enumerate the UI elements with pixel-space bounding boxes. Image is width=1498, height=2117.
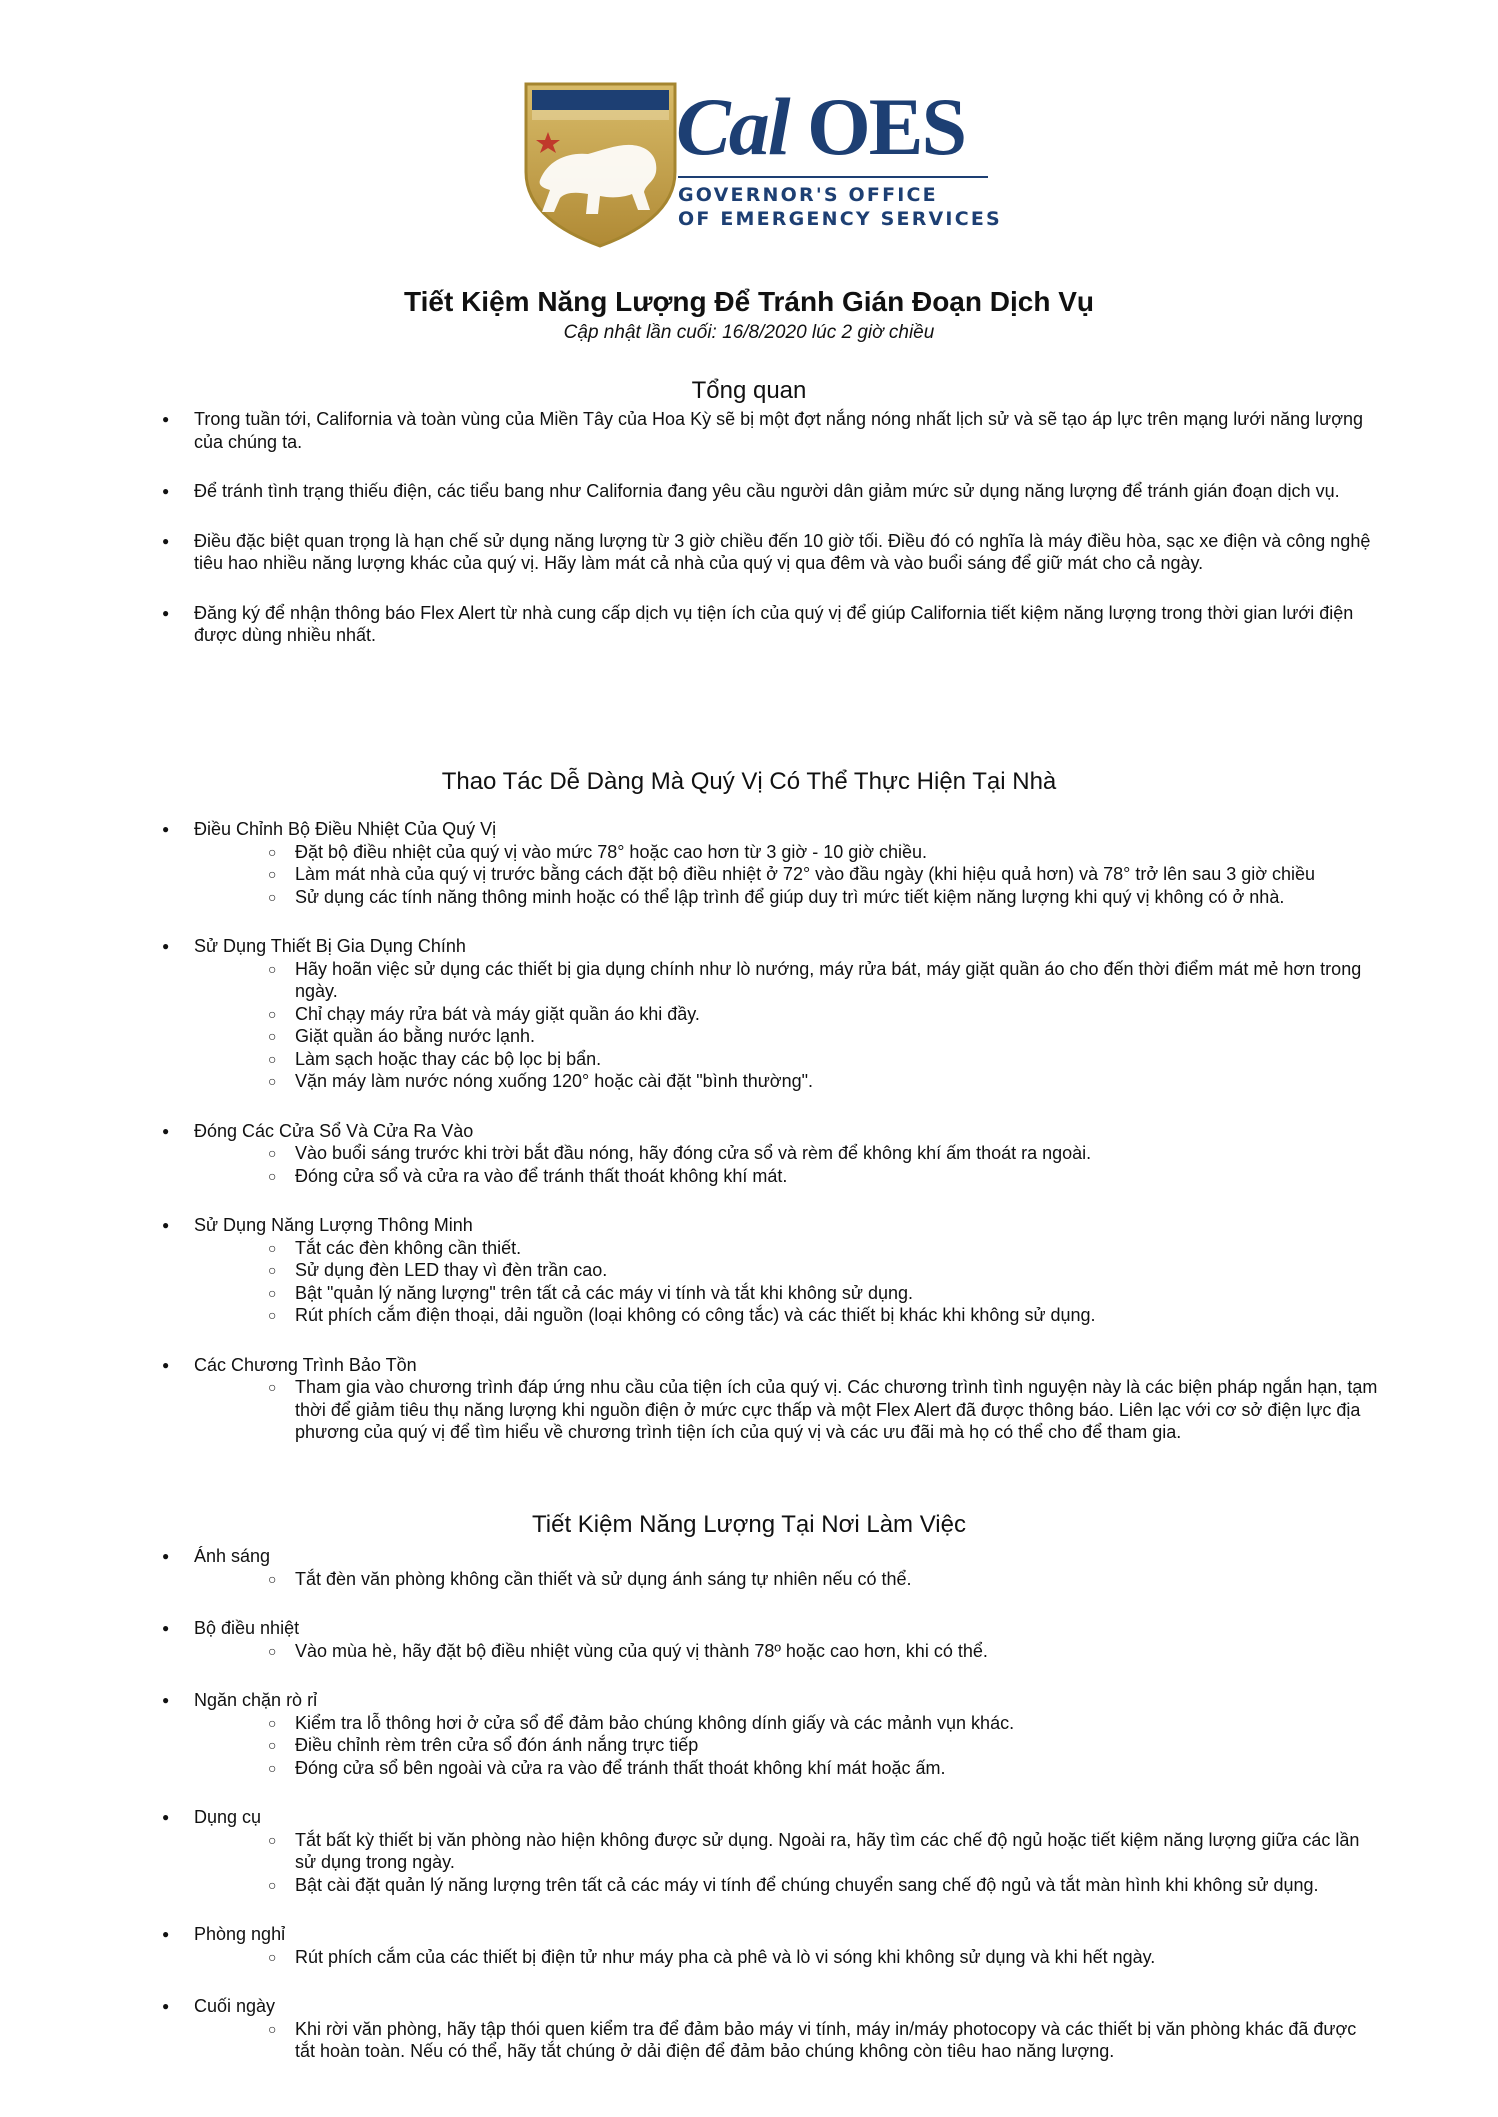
group-label: Phòng nghỉ xyxy=(194,1924,286,1944)
sub-list-item: ○ Tắt đèn văn phòng không cần thiết và sử dụng ánh sáng tự nhiên nếu có thể. xyxy=(194,1568,1380,1591)
overview-list xyxy=(150,408,1380,647)
sub-list-item: ○ Sử dụng các tính năng thông minh hoặc có thể lập trình để giúp duy trì mức tiết kiệm năng lượng khi quý vị không có ở nhà. xyxy=(194,886,1380,909)
sub-list-item: ○ Sử dụng đèn LED thay vì đèn trần cao. xyxy=(194,1259,1380,1282)
group-label: Bộ điều nhiệt xyxy=(194,1618,300,1638)
list-item: ● Để tránh tình trạng thiếu điện, các tiểu bang như California đang yêu cầu người dân giảm mức sử dụng năng lượng để tránh gián đoạn dịch vụ. xyxy=(150,480,1380,503)
sub-list xyxy=(194,841,1380,909)
work-heading: Tiết Kiệm Năng Lượng Tại Nơi Làm Việc xyxy=(532,1511,966,1538)
sub-list-item: ○ Vào mùa hè, hãy đặt bộ điều nhiệt vùng của quý vị thành 78º hoặc cao hơn, khi có thể. xyxy=(194,1640,1380,1663)
list-item xyxy=(150,1806,1380,1896)
sub-list xyxy=(194,958,1380,1093)
list-item xyxy=(150,1545,1380,1590)
group-label: Ánh sáng xyxy=(194,1546,271,1566)
list-item xyxy=(150,935,1380,1093)
sub-list xyxy=(194,1237,1380,1327)
brand-name xyxy=(676,81,966,172)
list-item xyxy=(150,1995,1380,2063)
group-label: Sử Dụng Thiết Bị Gia Dụng Chính xyxy=(194,936,466,956)
work-list xyxy=(150,1545,1380,2063)
brand-divider xyxy=(678,176,988,178)
sub-list-item: ○ Chỉ chạy máy rửa bát và máy giặt quần áo khi đầy. xyxy=(194,1003,1380,1026)
sub-list-item: ○ Hãy hoãn việc sử dụng các thiết bị gia dụng chính như lò nướng, máy rửa bát, máy giặt quần áo cho đến thời điểm mát mẻ hơn trong ngày. xyxy=(194,958,1380,1003)
sub-list-item: ○ Đóng cửa sổ bên ngoài và cửa ra vào để tránh thất thoát không khí mát hoặc ấm. xyxy=(194,1757,1380,1780)
brand-line-2: OF EMERGENCY SERVICES xyxy=(678,208,1002,230)
sub-list-item: ○ Bật cài đặt quản lý năng lượng trên tất cả các máy vi tính để chúng chuyển sang chế độ ngủ và tắt màn hình khi không sử dụng. xyxy=(194,1874,1380,1897)
group-label: Sử Dụng Năng Lượng Thông Minh xyxy=(194,1215,473,1235)
sub-list-item: ○ Bật "quản lý năng lượng" trên tất cả các máy vi tính và tắt khi không sử dụng. xyxy=(194,1282,1380,1305)
sub-list xyxy=(194,1829,1380,1897)
list-item: ● Đăng ký để nhận thông báo Flex Alert từ nhà cung cấp dịch vụ tiện ích của quý vị để giúp California tiết kiệm năng lượng trong thời gian lưới điện được dùng nhiều nhất. xyxy=(150,602,1380,647)
sub-list-item: ○ Làm sạch hoặc thay các bộ lọc bị bẩn. xyxy=(194,1048,1380,1071)
list-item xyxy=(150,1617,1380,1662)
sub-list xyxy=(194,1640,1380,1663)
sub-list-item: ○ Đóng cửa sổ và cửa ra vào để tránh thất thoát không khí mát. xyxy=(194,1165,1380,1188)
sub-list xyxy=(194,1568,1380,1591)
list-item xyxy=(150,1689,1380,1779)
bear-shield-icon xyxy=(518,80,683,250)
home-heading: Thao Tác Dễ Dàng Mà Quý Vị Có Thể Thực Hiện Tại Nhà xyxy=(441,768,1057,795)
logo-wordmark xyxy=(676,80,1002,250)
list-item xyxy=(150,1214,1380,1327)
list-item: ● Điều đặc biệt quan trọng là hạn chế sử dụng năng lượng từ 3 giờ chiều đến 10 giờ tối. Điều đó có nghĩa là máy điều hòa, sạc xe điện và công nghệ tiêu hao nhiều năng lượng khác của quý vị. Hãy làm mát cả nhà của quý vị qua đêm và vào buổi sáng để giữ mát cho cả ngày. xyxy=(150,530,1380,575)
sub-list xyxy=(194,1376,1380,1444)
sub-list-item: ○ Điều chỉnh rèm trên cửa sổ đón ánh nắng trực tiếp xyxy=(194,1734,1380,1757)
list-item xyxy=(150,1354,1380,1444)
sub-list-item: ○ Tắt các đèn không cần thiết. xyxy=(194,1237,1380,1260)
group-label: Điều Chỉnh Bộ Điều Nhiệt Của Quý Vị xyxy=(194,819,497,839)
group-label: Các Chương Trình Bảo Tồn xyxy=(194,1354,417,1375)
group-label: Dụng cụ xyxy=(194,1807,262,1827)
overview-heading: Tổng quan xyxy=(691,377,807,404)
cal-oes-logo xyxy=(518,80,1002,250)
sub-list-item: ○ Vào buổi sáng trước khi trời bắt đầu nóng, hãy đóng cửa sổ và rèm để không khí ấm thoát ra ngoài. xyxy=(194,1142,1380,1165)
list-item xyxy=(150,1120,1380,1188)
brand-oes: OES xyxy=(806,81,966,172)
sub-list xyxy=(194,1946,1380,1969)
list-item xyxy=(150,818,1380,908)
sub-list-item: ○ Khi rời văn phòng, hãy tập thói quen kiểm tra để đảm bảo máy vi tính, máy in/máy photocopy và các thiết bị văn phòng khác đã được tắt hoàn toàn. Nếu có thể, hãy tắt chúng ở dải điện để đảm bảo chúng không còn tiêu hao năng lượng. xyxy=(194,2018,1380,2063)
brand-line-1: GOVERNOR'S OFFICE xyxy=(678,184,938,206)
group-label: Đóng Các Cửa Sổ Và Cửa Ra Vào xyxy=(194,1120,474,1141)
document-subtitle: Cập nhật lần cuối: 16/8/2020 lúc 2 giờ chiều xyxy=(563,322,935,343)
sub-list-item: ○ Kiểm tra lỗ thông hơi ở cửa sổ để đảm bảo chúng không dính giấy và các mảnh vụn khác. xyxy=(194,1712,1380,1735)
sub-list-item: ○ Giặt quần áo bằng nước lạnh. xyxy=(194,1025,1380,1048)
list-item: ● Trong tuần tới, California và toàn vùng của Miền Tây của Hoa Kỳ sẽ bị một đợt nắng nóng nhất lịch sử và sẽ tạo áp lực trên mạng lưới năng lượng của chúng ta. xyxy=(150,408,1380,453)
list-item xyxy=(150,1923,1380,1968)
sub-list-item: ○ Vặn máy làm nước nóng xuống 120° hoặc cài đặt "bình thường". xyxy=(194,1070,1380,1093)
sub-list-item: ○ Tắt bất kỳ thiết bị văn phòng nào hiện không được sử dụng. Ngoài ra, hãy tìm các chế độ ngủ hoặc tiết kiệm năng lượng giữa các lần sử dụng trong ngày. xyxy=(194,1829,1380,1874)
sub-list-item: ○ Tham gia vào chương trình đáp ứng nhu cầu của tiện ích của quý vị. Các chương trình tình nguyện này là các biện pháp ngắn hạn, tạm thời để giảm tiêu thụ năng lượng khi nguồn điện ở mức cực thấp và một Flex Alert đã được thông báo. Liên lạc với cơ sở điện lực địa phương của quý vị để tìm hiểu về chương trình tiện ích của quý vị và các ưu đãi mà họ có thể cho để tham gia. xyxy=(194,1376,1380,1444)
group-label: Cuối ngày xyxy=(194,1996,276,2016)
sub-list-item: ○ Đặt bộ điều nhiệt của quý vị vào mức 78° hoặc cao hơn từ 3 giờ - 10 giờ chiều. xyxy=(194,841,1380,864)
group-label: Ngăn chặn rò rỉ xyxy=(194,1690,318,1710)
document-title: Tiết Kiệm Năng Lượng Để Tránh Gián Đoạn Dịch Vụ xyxy=(404,286,1094,317)
sub-list-item: ○ Rút phích cắm của các thiết bị điện tử như máy pha cà phê và lò vi sóng khi không sử dụng và khi hết ngày. xyxy=(194,1946,1380,1969)
sub-list-item: ○ Làm mát nhà của quý vị trước bằng cách đặt bộ điều nhiệt ở 72° vào đầu ngày (khi hiệu quả hơn) và 78° trở lên sau 3 giờ chiều xyxy=(194,863,1380,886)
sub-list xyxy=(194,2018,1380,2063)
home-list xyxy=(150,818,1380,1444)
sub-list xyxy=(194,1712,1380,1780)
brand-cal: Cal xyxy=(676,81,789,172)
sub-list xyxy=(194,1142,1380,1187)
sub-list-item: ○ Rút phích cắm điện thoại, dải nguồn (loại không có công tắc) và các thiết bị khác khi không sử dụng. xyxy=(194,1304,1380,1327)
